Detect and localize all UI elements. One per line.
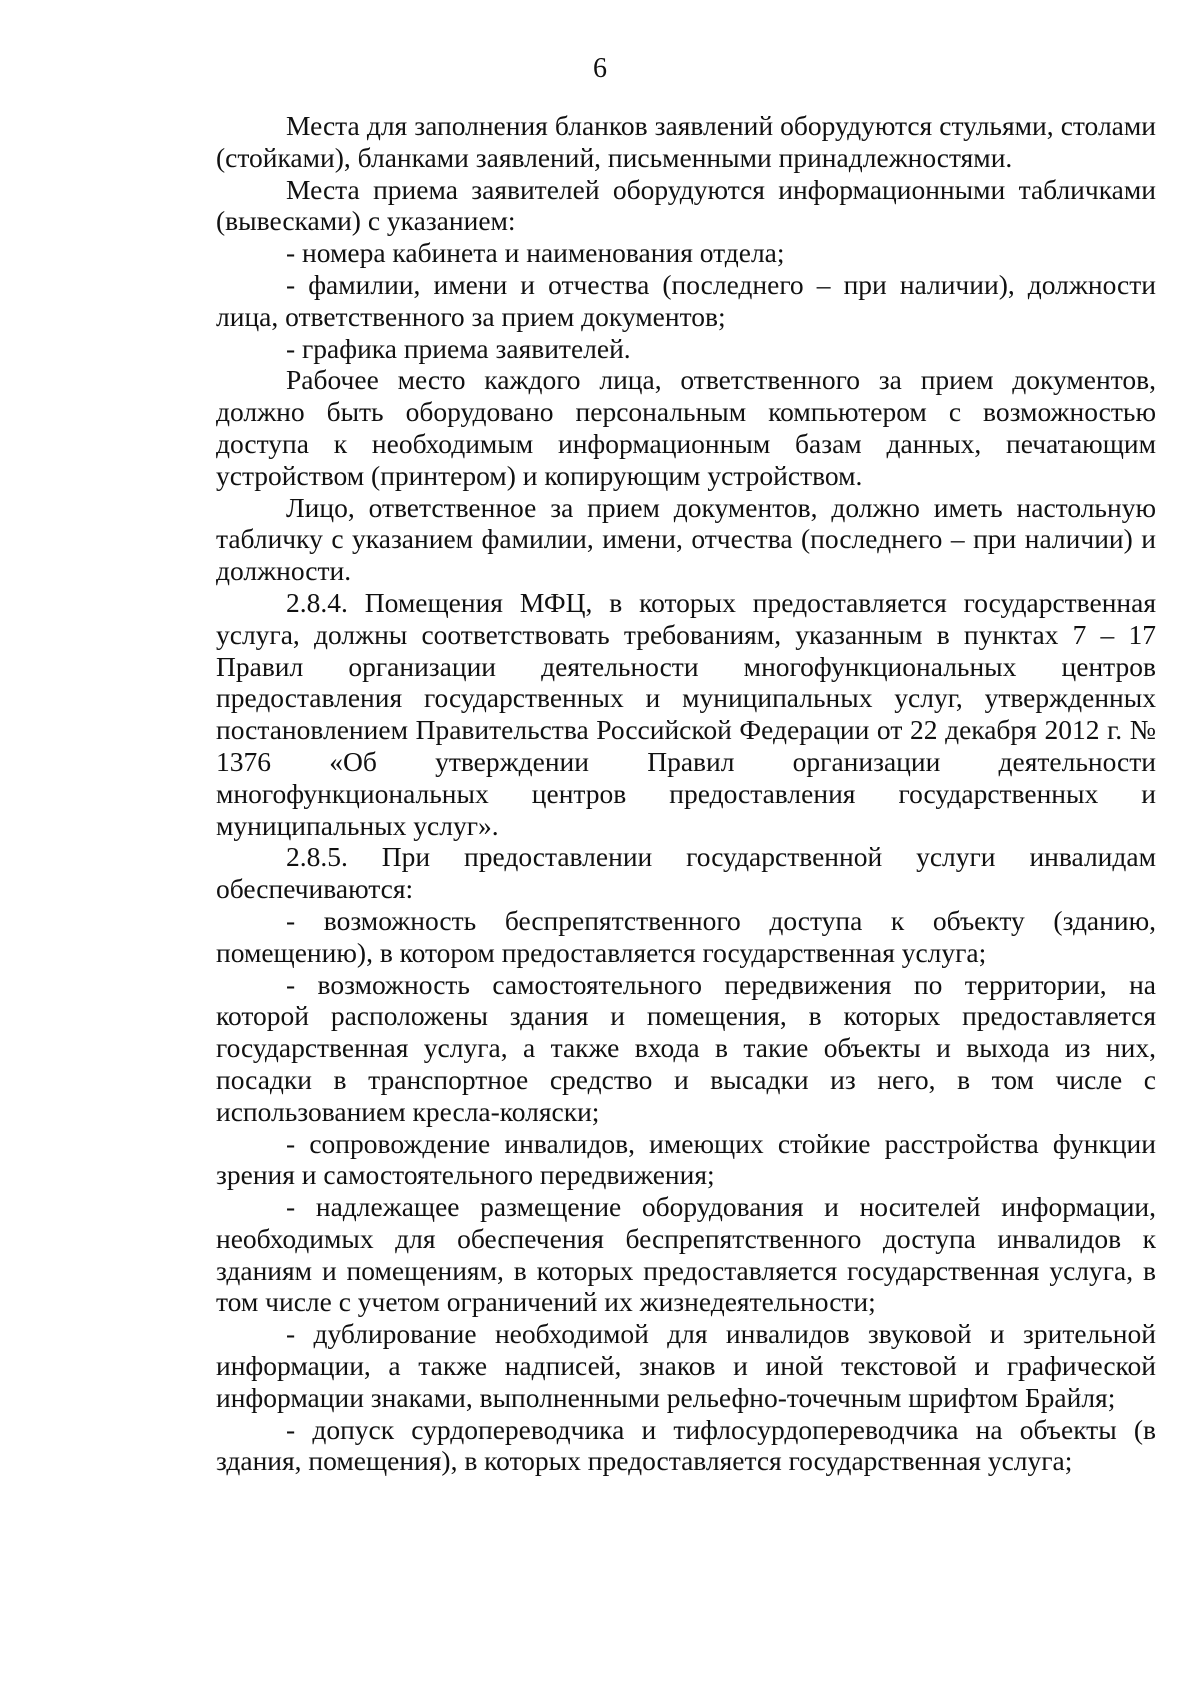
list-item-independent-movement: - возможность самостоятельного передвижения по территории, на которой расположены здания и помещения, в которых предоставляется государственная услуга, а также входа в такие объекты и выхода из них, посадки в транспортное средство и высадки из него, в том числе с использованием кресла-коляски; xyxy=(216,968,1156,1127)
list-item-equipment-placement: - надлежащее размещение оборудования и носителей информации, необходимых для обеспечения беспрепятственного доступа инвалидов к зданиям и помещениям, в которых предоставляется государственная услуга, в том числе с учетом ограничений их жизнедеятельности; xyxy=(216,1191,1156,1318)
paragraph-2-8-5: 2.8.5. При предоставлении государственной услуги инвалидам обеспечиваются: xyxy=(216,841,1156,905)
list-item-braille-duplication: - дублирование необходимой для инвалидов звуковой и зрительной информации, а также надписей, знаков и иной текстовой и графической информации знаками, выполненными рельефно-точечным шрифтом Брайля; xyxy=(216,1318,1156,1413)
list-item-escort: - сопровождение инвалидов, имеющих стойкие расстройства функции зрения и самостоятельного передвижения; xyxy=(216,1127,1156,1191)
list-item-cabinet-number: - номера кабинета и наименования отдела; xyxy=(286,237,785,269)
paragraph-2-8-4: 2.8.4. Помещения МФЦ, в которых предоставляется государственная услуга, должны соответствовать требованиям, указанным в пунктах 7 – 17 Правил организации деятельности многофункциональных центров предоставления государственных и муниципальных услуг, утвержденных постановлением Правительства Российской Федерации от 22 декабря 2012 г. № 1376 «Об утверждении Правил организации деятельности многофункциональных центров предоставления государственных и муниципальных услуг». xyxy=(216,586,1156,841)
paragraph-forms-places: Места для заполнения бланков заявлений оборудуются стульями, столами (стойками), бланками заявлений, письменными принадлежностями. xyxy=(216,110,1156,173)
list-item-responsible-name: - фамилии, имени и отчества (последнего – при наличии), должности лица, ответственного за прием документов; xyxy=(216,268,1156,332)
document-body xyxy=(216,110,1156,1477)
list-item-reception-schedule: - графика приема заявителей. xyxy=(286,332,631,364)
list-item-interpreter-admission: - допуск сурдопереводчика и тифлосурдопереводчика на объекты (в здания, помещения), в которых предоставляется государственная услуга; xyxy=(216,1413,1156,1477)
paragraph-desk-sign: Лицо, ответственное за прием документов, должно иметь настольную табличку с указанием фамилии, имени, отчества (последнего – при наличии) и должности. xyxy=(216,491,1156,587)
page-number: 6 xyxy=(593,53,607,84)
paragraph-reception-places: Места приема заявителей оборудуются информационными табличками (вывесками) с указанием: xyxy=(216,173,1156,237)
paragraph-workplace: Рабочее место каждого лица, ответственного за прием документов, должно быть оборудовано персональным компьютером с возможностью доступа к необходимым информационным базам данных, печатающим устройством (принтером) и копирующим устройством. xyxy=(216,364,1156,491)
list-item-access-object: - возможность беспрепятственного доступа к объекту (зданию, помещению), в котором предоставляется государственная услуга; xyxy=(216,904,1156,968)
